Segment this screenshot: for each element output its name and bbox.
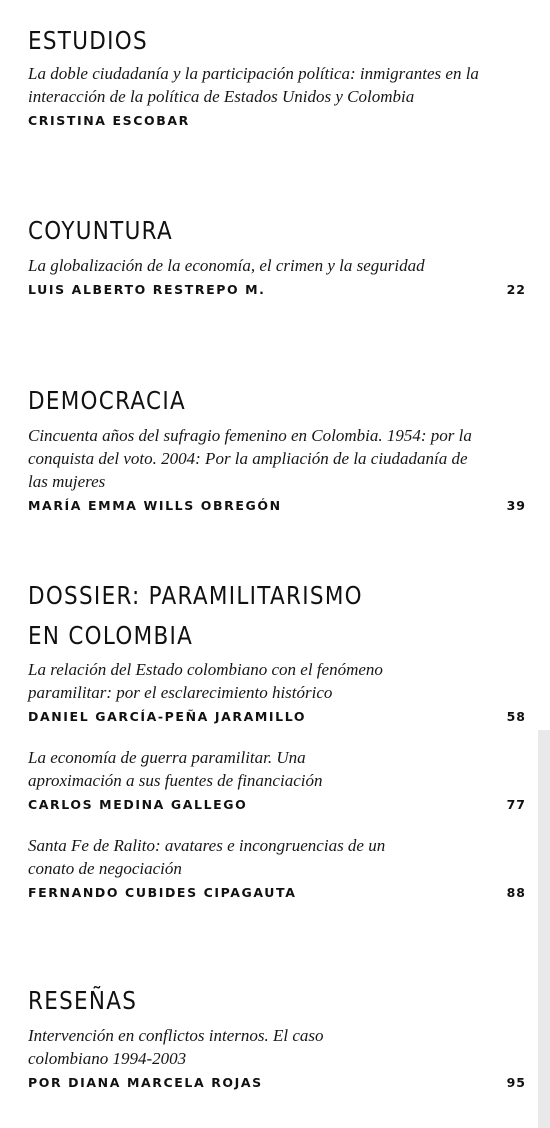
entry-title: Cincuenta años del sufragio femenino en Colombia. 1954: por la conquista del voto. 2004: Por la ampliación de la ciudadanía de las mujeres [28,426,472,491]
section-heading: COYUNTURA [28,216,173,245]
toc-entry[interactable] [28,424,528,513]
toc-entry[interactable] [28,746,528,812]
section-coyuntura [28,212,528,297]
entry-author: LUIS ALBERTO RESTREPO M. [28,282,266,297]
entry-author: CRISTINA ESCOBAR [28,113,190,128]
entry-page-number: 39 [506,498,526,513]
toc-entry[interactable] [28,1024,528,1090]
entry-page-number: 22 [506,282,526,297]
section-heading: DOSSIER: PARAMILITARISMO EN COLOMBIA [28,581,363,650]
section-heading: RESEÑAS [28,986,138,1015]
entry-page-number: 95 [506,1075,526,1090]
section-heading: ESTUDIOS [28,26,148,55]
entry-author: MARÍA EMMA WILLS OBREGÓN [28,498,282,513]
toc-entry[interactable] [28,658,528,724]
toc-entry[interactable] [28,62,528,128]
entry-title: Intervención en conflictos internos. El caso colombiano 1994-2003 [28,1026,324,1068]
section-estudios [28,22,528,128]
page-edge-shadow [538,730,550,1128]
section-resenas [28,982,528,1090]
entry-title: La economía de guerra paramilitar. Una aproximación a sus fuentes de financiación [28,748,323,790]
entry-page-number: 88 [506,885,526,900]
entry-page-number: 77 [506,797,526,812]
entry-author: POR DIANA MARCELA ROJAS [28,1075,263,1090]
entry-title: Santa Fe de Ralito: avatares e incongruencias de un conato de negociación [28,836,386,878]
section-democracia [28,382,528,513]
toc-entry[interactable] [28,834,528,900]
section-dossier [28,576,528,900]
entry-author: CARLOS MEDINA GALLEGO [28,797,248,812]
entry-page-number: 58 [506,709,526,724]
toc-entry[interactable] [28,254,528,297]
entry-author: DANIEL GARCÍA-PEÑA JARAMILLO [28,709,307,724]
section-heading: DEMOCRACIA [28,386,186,415]
entry-author: FERNANDO CUBIDES CIPAGAUTA [28,885,297,900]
entry-title: La relación del Estado colombiano con el fenómeno paramilitar: por el esclarecimiento histórico [28,660,383,702]
entry-title: La globalización de la economía, el crimen y la seguridad [28,256,425,275]
entry-title: La doble ciudadanía y la participación política: inmigrantes en la interacción de la política de Estados Unidos y Colombia [28,64,479,106]
